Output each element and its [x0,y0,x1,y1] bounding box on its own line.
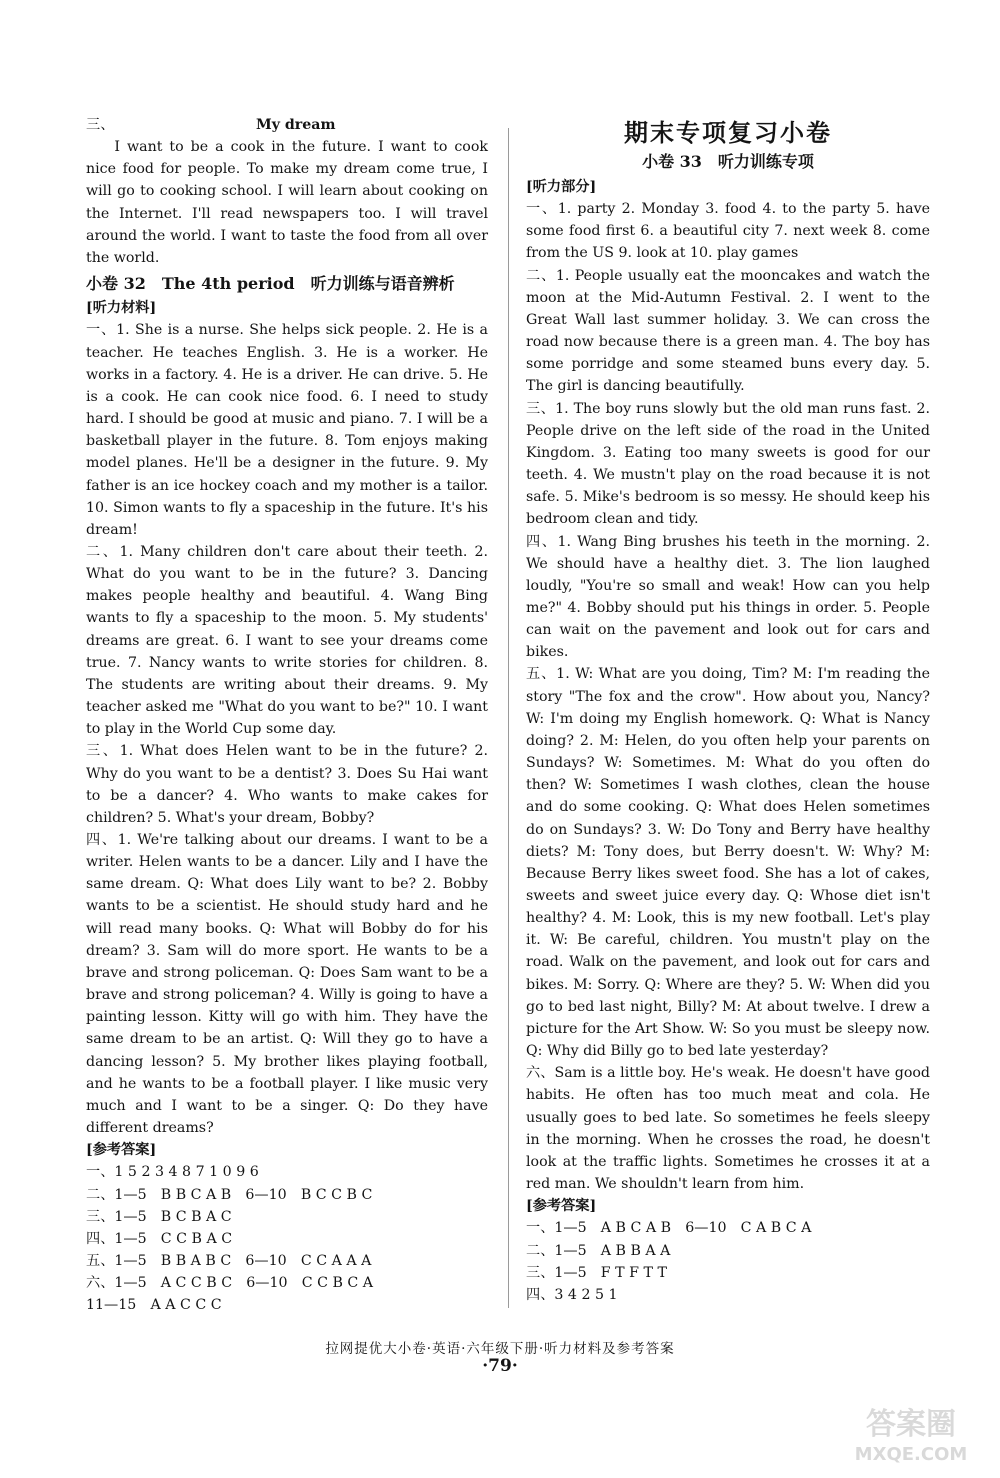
transcript-paragraph: 三、1. What does Helen want to be in the future? 2. Why do you want to be a dentist? 3. Does Su Hai want to be a dancer? 4. Who wants to make cakes for children? 5. What's your dream, Bobby? [86,743,488,826]
right-column [526,114,930,1306]
answer-line: 二、1—5 B B C A B 6—10 B C C B C [86,1186,373,1203]
watermark-bottom: MXQE.COM [854,1444,968,1465]
transcript-paragraph: 六、Sam is a little boy. He's weak. He doesn't have good habits. He often has too much meat and cola. He usually goes to bed late. So sometimes he feels sleepy in the morning. When he crosses the road, he doesn't look at the traffic lights. Sometimes he crosses it at a red man. We shouldn't learn from him. [526,1065,930,1193]
essay-label: 三、 [86,117,115,133]
essay-body: I want to be a cook in the future. I want to cook nice food for people. To make my dream come true, I will go to cooking school. I will learn about cooking on the Internet. I'll read newspapers too. I will travel around the world. I want to taste the food from all over the world. [86,139,488,266]
essay-header [86,114,488,136]
transcript-paragraph: 一、1. party 2. Monday 3. food 4. to the party 5. have some food first 6. a beautiful city 7. next week 8. come from the US 9. look at 10. play games [526,201,930,262]
answer-line: 四、3 4 2 5 1 [526,1286,618,1303]
left-column [86,114,488,1316]
answer-label-32: [参考答案] [86,1142,157,1159]
transcript-paragraph: 三、1. The boy runs slowly but the old man runs fast. 2. People drive on the left side of the road in the United Kingdom. 3. Eating too many sweets is good for our teeth. 4. We mustn't play on the road because it is not safe. 5. Mike's bedroom is so messy. He should keep his bedroom clean and tidy. [526,400,930,528]
essay-title: My dream [256,117,336,133]
watermark-top: 答案圈 [866,1407,956,1442]
watermark-logo [836,1398,986,1468]
listening-label-32: [听力材料] [86,300,157,317]
column-divider [508,128,509,1308]
answer-label-33: [参考答案] [526,1198,597,1215]
listening-label-33: [听力部分] [526,179,597,195]
footer-line: 拉网提优大小卷·英语·六年级下册·听力材料及参考答案 [325,1341,675,1357]
answer-line: 三、1—5 F T F T T [526,1264,667,1281]
answer-line: 五、1—5 B B A B C 6—10 C C A A A [86,1252,372,1269]
transcript-paragraph: 四、1. Wang Bing brushes his teeth in the morning. 2. We should have a healthy diet. 3. The lion laughed loudly, "You're so small and weak! How can you help me?" 4. Bobby should put his things in order. 5. People can wait on the pavement and look out for cars and bikes. [526,533,930,661]
page-title: 期末专项复习小卷 [624,118,832,147]
answer-line: 四、1—5 C C B A C [86,1230,233,1247]
transcript-paragraph: 二、1. Many children don't care about their teeth. 2. What do you want to be in the future? 3. Dancing makes people healthy and beautiful. 4. Wang Bing wants to fly a spaceship to the moon. 5. My students' dreams are great. 6. I want to see your dreams come true. 7. Nancy wants to write stories for children. 8. The students are writing about their dreams. 9. My teacher asked me "What do you want to be?" 10. I want to play in the World Cup some day. [86,543,488,738]
answer-line: 一、1 5 2 3 4 8 7 1 0 9 6 [86,1164,259,1181]
watermark-icon [836,1398,986,1468]
transcript-paragraph: 一、1. She is a nurse. She helps sick people. 2. He is a teacher. He teaches English. 3. He is a worker. He works in a factory. 4. He is a driver. He can drive. 5. He is a cook. He can cook nice food. 6. I need to study hard. I should be good at music and piano. 7. I will be a basketball player in the future. 8. Tom enjoys making model planes. He'll be a designer in the future. 9. My father is an ice hockey coach and my mother is a tailor. 10. Simon wants to fly a spaceship in the future. It's his dream! [86,322,488,538]
section-title-33: 小卷 33 听力训练专项 [642,152,814,171]
answer-line: 三、1—5 B C B A C [86,1208,232,1225]
answer-line: 一、1—5 A B C A B 6—10 C A B C A [526,1220,812,1237]
answer-line: 11—15 A A C C C [86,1297,222,1314]
page-number: ·79· [482,1356,518,1376]
transcript-paragraph: 四、1. We're talking about our dreams. I want to be a writer. Helen wants to be a dancer. Lily and I have the same dream. Q: What does Lily want to be? 2. Bobby wants to be a scientist. He should study hard and he will read many books. Q: What will Bobby do for his dream? 3. Sam will do more sport. He wants to be a brave and strong policeman. Q: Does Sam want to be a brave and strong policeman? 4. Willy is going to have a painting lesson. Kitty will go with him. They have the same dream to be an artist. Q: Will they go to have a dancing lesson? 5. My brother likes playing football, and he wants to be a football player. I like music very much and I want to be a singer. Q: Do they have different dreams? [86,832,488,1137]
answer-line: 二、1—5 A B B A A [526,1242,671,1259]
answer-line: 六、1—5 A C C B C 6—10 C C B C A [86,1275,373,1292]
transcript-paragraph: 五、1. W: What are you doing, Tim? M: I'm reading the story "The fox and the crow". How about you, Nancy? W: I'm doing my English homework. Q: What is Nancy doing? 2. M: Helen, do you often help your parents on Sundays? W: Sometimes. M: What do you often do then? W: Sometimes I wash clothes, clean the house and do some cooking. Q: What does Helen sometimes do on Sundays? 3. W: Do Tony and Berry have healthy diets? M: Tony does, but Berry doesn't. W: Why? M: Because Berry likes sweet food. She has a lot of cakes, sweets and sweet juice every day. Q: Whose diet isn't healthy? 4. M: Look, this is my new football. Let's play it. W: Be careful, children. You mustn't play on the road. Walk on the pavement, and look out for cars and bikes. M: Sorry. Q: Where are they? 5. W: When did you go to bed last night, Billy? M: At about twelve. I drew a picture for the Art Show. W: So you must be sleepy now. Q: Why did Billy go to bed late yesterday? [526,666,930,1060]
section-title-32: 小卷 32 The 4th period 听力训练与语音辨析 [86,274,455,294]
transcript-paragraph: 二、1. People usually eat the mooncakes and watch the moon at the Mid-Autumn Festival. 2. I went to the Great Wall last summer holiday. 3. We can cross the road now because there is a green man. 4. The boy has some porridge and some steamed buns every day. 5. The girl is dancing beautifully. [526,267,930,395]
